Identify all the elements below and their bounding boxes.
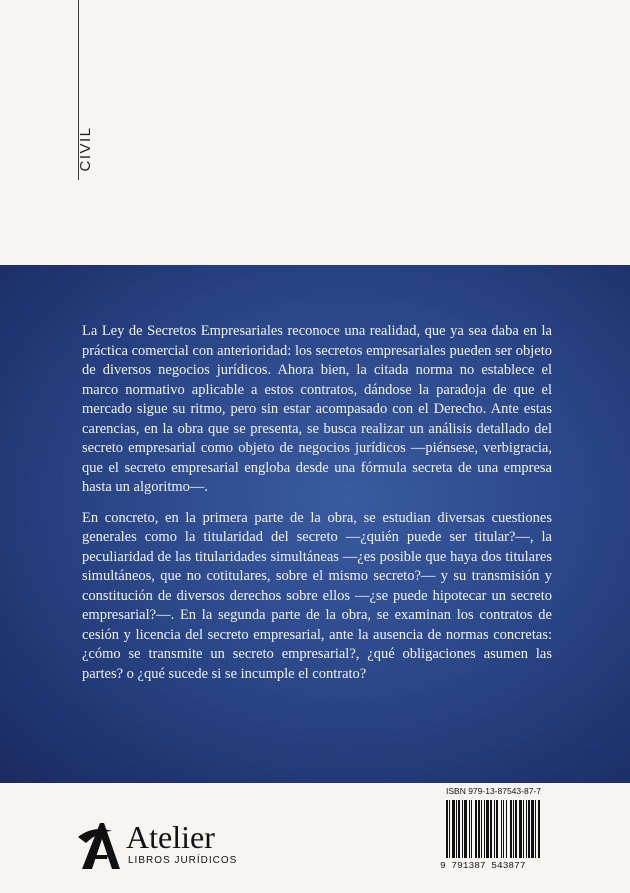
barcode bbox=[440, 782, 588, 874]
blurb-paragraph-2: En concreto, en la primera parte de la obra, se estudian diversas cuestiones generales como la titularidad del secreto —¿quién puede ser titular?—, la peculiaridad de las titularidades simultáneas —¿es posible que haya dos titulares simultáneos, que no cotitulares, sobre el mismo secreto?— y su transmisión y constitución de diversos derechos sobre ellos —¿se puede hipotecar un secreto empresarial?—. En la segunda parte de la obra, se examinan los contratos de cesión y licencia del secreto empresarial, ante la ausencia de normas concretas: ¿cómo se transmite un secreto empresarial?, ¿qué obligaciones asumen las partes? o ¿qué sucede si se incumple el contrato? bbox=[82, 509, 552, 682]
publisher-subtitle: LIBROS JURÍDICOS bbox=[128, 855, 238, 866]
blurb-text bbox=[82, 322, 552, 695]
publisher-name: Atelier bbox=[126, 819, 215, 855]
atelier-logo-icon bbox=[74, 815, 126, 873]
barcode-digits: 9 791387 543877 bbox=[440, 860, 526, 871]
publisher-logo bbox=[74, 815, 264, 875]
category-label: CIVIL bbox=[77, 126, 94, 172]
isbn-label: ISBN 979-13-87543-87-7 bbox=[446, 786, 541, 796]
blurb-paragraph-1: La Ley de Secretos Empresariales reconoce una realidad, que ya sea daba en la práctica comercial con anterioridad: los secretos empresariales pueden ser objeto de diversos negocios jurídicos. Ahora bien, la citada norma no establece el marco normativo aplicable a estos contratos, dándose la paradoja de que el mercado sigue su ritmo, pero sin estar acompasado con el Derecho. Ante estas carencias, en la obra que se presenta, se busca realizar un análisis detallado del secreto empresarial como objeto de negocios jurídicos —piénsese, verbigracia, que el secreto empresarial engloba desde una fórmula secreta de una empresa hasta un algoritmo—. bbox=[82, 323, 552, 495]
barcode-bars bbox=[444, 800, 584, 860]
cover-top bbox=[0, 0, 630, 265]
